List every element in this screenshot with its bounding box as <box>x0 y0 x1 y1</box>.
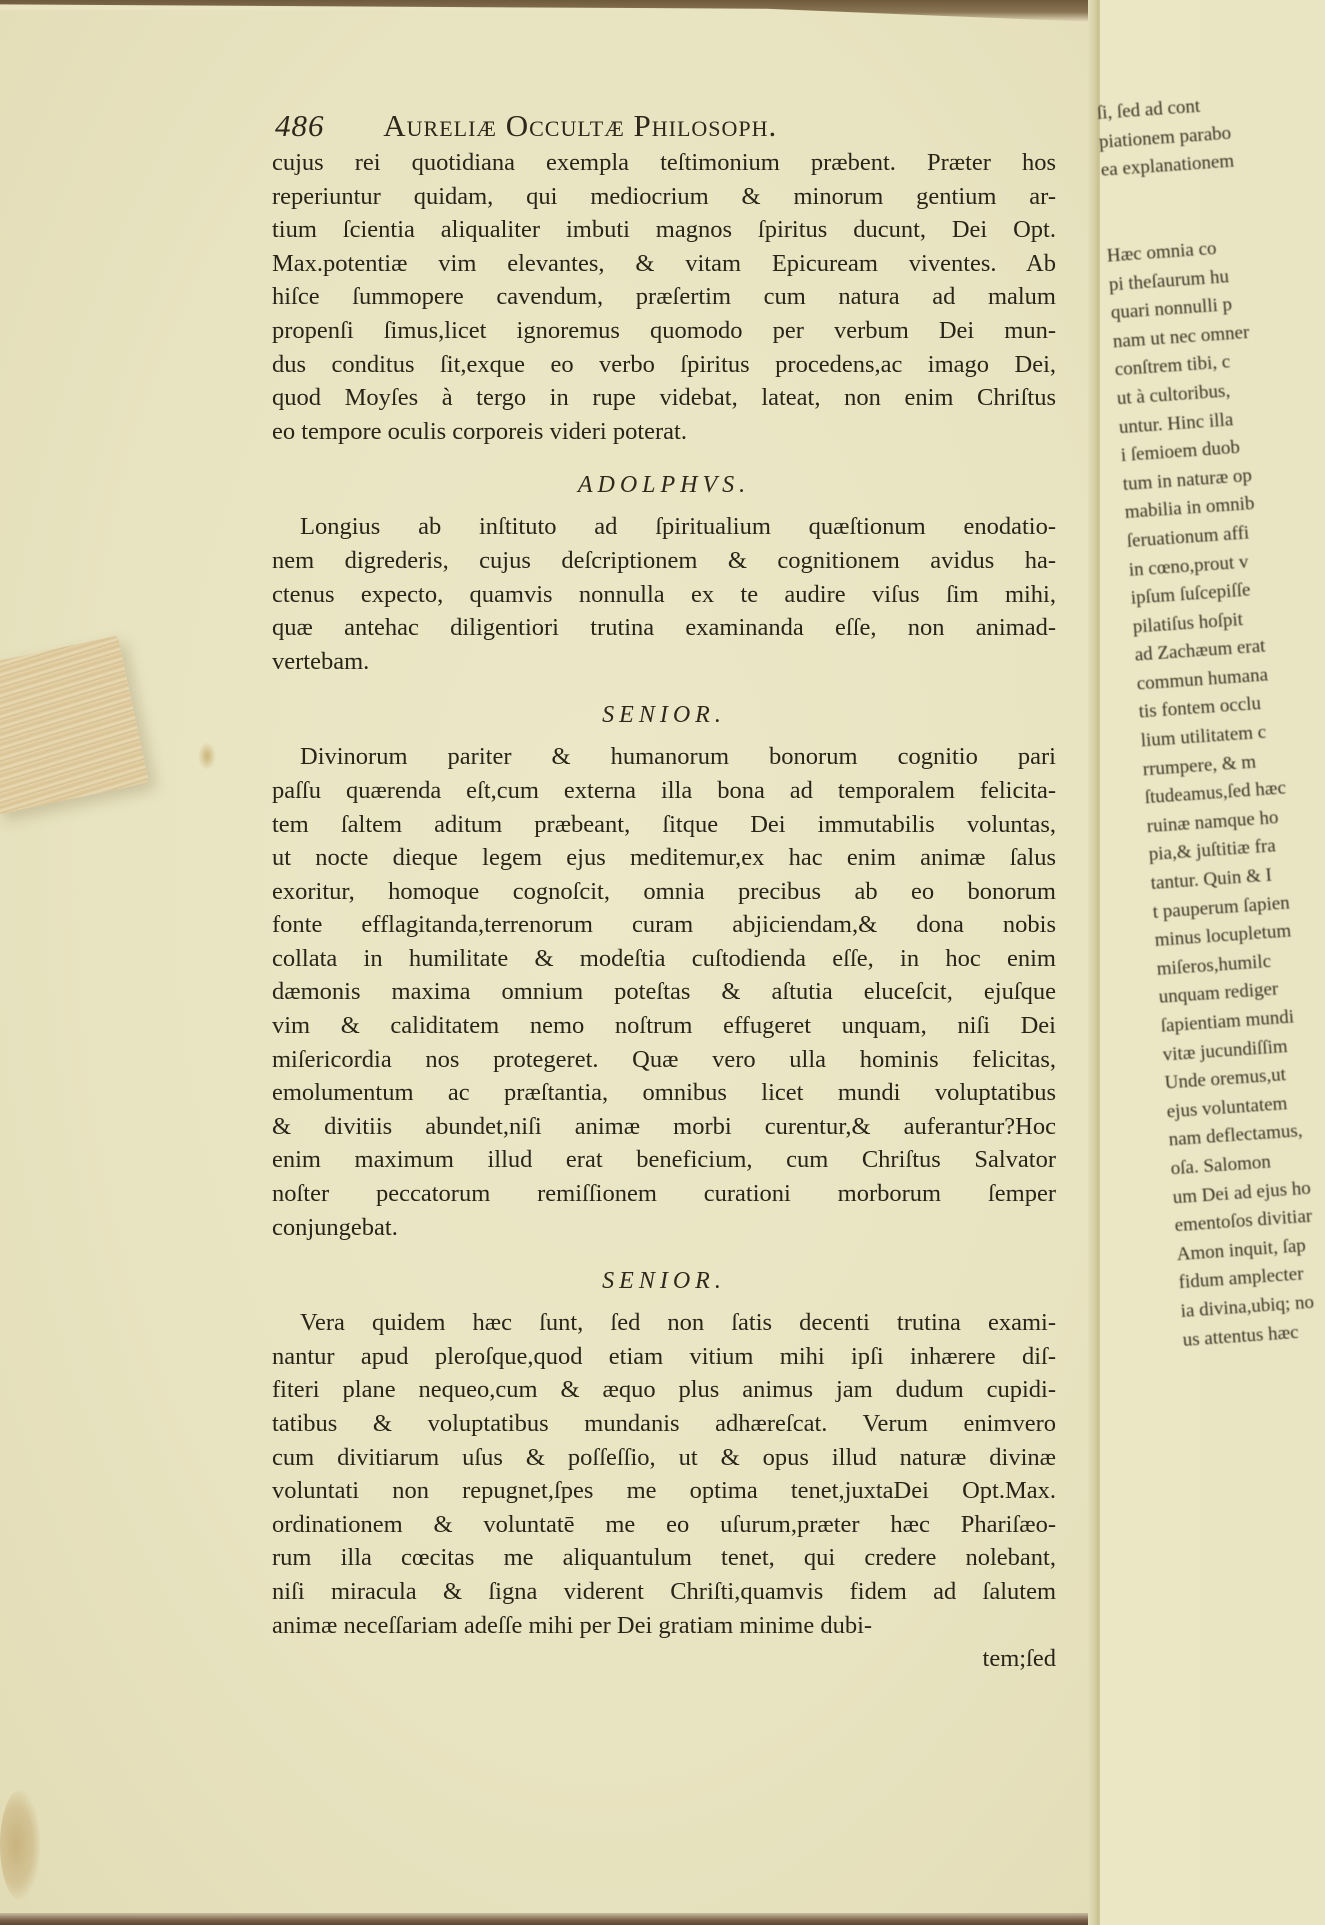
text-line: rum illa cœcitas me aliquantulum tenet, qui credere nolebant, <box>272 1544 1056 1572</box>
facing-page-line: miſeros,humilc <box>1156 950 1272 980</box>
facing-page-line: i ſemioem duob <box>1120 436 1241 467</box>
paper-spot <box>198 742 216 770</box>
body-text <box>272 146 1056 1676</box>
text-line: conjungebat. <box>272 1213 398 1241</box>
text-line: cum divitiarum uſus & poſſeſſio, ut & opus illud naturæ divinæ <box>272 1443 1056 1471</box>
facing-page-line: commun humana <box>1136 664 1269 695</box>
text-line: enim maximum illud erat beneficium, cum Chriſtus Salvator <box>272 1146 1056 1174</box>
facing-page-line: untur. Hinc illa <box>1118 408 1234 438</box>
facing-page-line: tantur. Quin & I <box>1150 864 1273 895</box>
facing-page-line: ementoſos divitiar <box>1173 1205 1313 1237</box>
text-line: vim & caliditatem nemo noſtrum effugeret unquam, niſi Dei <box>272 1012 1056 1040</box>
facing-page-text <box>1096 90 1323 1355</box>
facing-page-line: ipſum ſuſcepiſſe <box>1130 579 1252 609</box>
page-bottom-edge <box>0 1913 1095 1925</box>
text-line: Divinorum pariter & humanorum bonorum cognitio pari <box>300 743 1056 771</box>
facing-page-line: ſeruationum affi <box>1126 522 1250 552</box>
facing-page-line: ſtudeamus,ſed hæc <box>1144 777 1287 809</box>
facing-page-line: lium utilitatem c <box>1140 721 1267 752</box>
text-line: nantur apud pleroſque,quod etiam vitium mihi ipſi inhærere diſ- <box>272 1342 1056 1370</box>
speaker-heading: ADOLPHVS. <box>577 472 751 499</box>
text-line: tem ſaltem aditum præbeant, ſitque Dei immutabilis voluntas, <box>272 810 1056 838</box>
catchword: tem;ſed <box>982 1645 1056 1673</box>
text-line: noſter peccatorum remiſſionem curationi morborum ſemper <box>272 1180 1056 1208</box>
text-line: Vera quidem hæc ſunt, ſed non ſatis decenti trutina exami- <box>300 1309 1056 1337</box>
facing-page-line: ad Zachæum erat <box>1134 635 1267 666</box>
text-line: fonte efflagitanda,terrenorum curam abjiciendam,& dona nobis <box>272 911 1056 939</box>
facing-page-line: us attentus hæc <box>1181 1321 1300 1351</box>
speaker-heading: SENIOR. <box>602 702 726 729</box>
facing-page-line: quari nonnulli p <box>1110 294 1233 324</box>
text-line: tium ſcientia aliqualiter imbuti magnos ſpiritus ducunt, Dei Opt. <box>272 216 1056 244</box>
text-line: cujus rei quotidiana exempla teſtimonium præbent. Præter hos <box>272 149 1056 176</box>
facing-page-line: pilatiſus hoſpit <box>1132 608 1244 638</box>
facing-page-line: ea explanationem <box>1100 150 1235 181</box>
facing-page-line: um Dei ad ejus ho <box>1172 1177 1312 1208</box>
facing-page-line: minus locupletum <box>1154 920 1292 952</box>
text-line: exoritur, homoque cognoſcit, omnia precibus ab eo bonorum <box>272 877 1056 905</box>
text-line: vertebam. <box>272 647 370 675</box>
text-line: niſi miracula & ſigna viderent Chriſti,quamvis fidem ad ſalutem <box>272 1577 1056 1605</box>
facing-page-line: vitæ jucundiſſim <box>1162 1035 1289 1066</box>
facing-page-line: ſi, ſed ad cont <box>1096 95 1201 124</box>
facing-page-line: ruinæ namque ho <box>1146 806 1280 838</box>
text-line: tatibus & voluptatibus mundanis adhæreſcat. Verum enimvero <box>272 1410 1056 1437</box>
text-line: ctenus expecto, quamvis nonnulla ex te audire viſus ſim mihi, <box>272 580 1056 608</box>
text-line: ordinationem & voluntatē me eo uſurum,præter hæc Phariſæo- <box>272 1510 1056 1538</box>
facing-page-line: fidum amplecter <box>1177 1263 1305 1294</box>
facing-page-line: conſtrem tibi, c <box>1114 351 1231 381</box>
text-line: miſericordia nos protegeret. Quæ vero ulla hominis felicitas, <box>272 1045 1056 1073</box>
facing-page-line: ſapientiam mundi <box>1160 1006 1295 1037</box>
text-line: reperiuntur quidam, qui mediocrium & minorum gentium ar- <box>272 182 1056 210</box>
text-line: Longius ab inſtituto ad ſpiritualium quæſtionum enodatio- <box>300 513 1056 541</box>
facing-page-line: ut à cultoribus, <box>1116 380 1231 410</box>
text-line: Max.potentiæ vim elevantes, & vitam Epicuream viventes. Ab <box>272 249 1056 277</box>
text-line: eo tempore oculis corporeis videri poterat. <box>272 417 687 445</box>
text-line: dæmonis maxima omnium poteſtas & aſtutia eluceſcit, ejuſque <box>272 978 1056 1006</box>
facing-page-line: tum in naturæ op <box>1122 464 1253 495</box>
text-line: hiſce ſummopere cavendum, præſertim cum natura ad malum <box>272 283 1056 311</box>
facing-page-line: tis fontem occlu <box>1138 693 1262 723</box>
running-head <box>275 108 1075 144</box>
facing-page-line: in cœno,prout v <box>1128 551 1250 581</box>
facing-page-line: oſa. Salomon <box>1170 1151 1272 1180</box>
text-line: fiteri plane nequeo,cum & æquo plus animus jam dudum cupidi- <box>272 1376 1056 1404</box>
facing-page-line: Hæc omnia co <box>1106 237 1218 267</box>
text-line: voluntati non repugnet,ſpes me optima tenet,juxtaDei Opt.Max. <box>272 1477 1056 1505</box>
running-title: Aureliæ Occultæ Philosoph. <box>383 108 778 143</box>
text-line: & divitiis abundet,niſi animæ morbi curentur,& auferantur?Hoc <box>272 1112 1056 1140</box>
text-line: emolumentum ac præſtantia, omnibus licet mundi voluptatibus <box>272 1079 1056 1107</box>
text-line: quæ antehac diligentiori trutina examinanda eſſe, non animad- <box>272 614 1056 642</box>
facing-page-line: t pauperum ſapien <box>1152 892 1291 923</box>
text-line: collata in humilitate & modeſtia cuſtodienda eſſe, in hoc enim <box>272 944 1056 972</box>
facing-page-line: pi theſaurum hu <box>1108 265 1230 296</box>
facing-page-line: rrumpere, & m <box>1142 751 1257 780</box>
facing-page-edge <box>1096 0 1315 1925</box>
facing-page-line: unquam rediger <box>1158 978 1279 1009</box>
text-line: propenſi ſimus,licet ignoremus quomodo per verbum Dei mun- <box>272 316 1056 344</box>
text-line: paſſu quærenda eſt,cum externa illa bona ad temporalem felicita- <box>272 776 1056 804</box>
text-line: quod Moyſes à tergo in rupe videbat, lateat, non enim Chriſtus <box>272 384 1056 412</box>
facing-page-line: Amon inquit, ſap <box>1175 1234 1307 1265</box>
facing-page-line: ejus voluntatem <box>1166 1092 1289 1123</box>
facing-page-line: nam deflectamus, <box>1168 1120 1304 1151</box>
speaker-heading: SENIOR. <box>602 1268 726 1295</box>
page-number: 486 <box>275 108 325 143</box>
text-line: ut nocte dieque legem ejus meditemur,ex hac enim animæ ſalus <box>272 844 1056 872</box>
text-line: animæ neceſſariam adeſſe mihi per Dei gratiam minime dubi- <box>272 1611 873 1639</box>
text-line: dus conditus ſit,exque eo verbo ſpiritus procedens,ac imago Dei, <box>272 350 1056 378</box>
facing-page-line: Unde oremus,ut <box>1164 1064 1287 1094</box>
facing-page-line: ia divina,ubiq; no <box>1179 1291 1315 1322</box>
text-line: nem digrederis, cujus deſcriptionem & cognitionem avidus ha- <box>272 546 1056 574</box>
facing-page-line: mabilia in omnib <box>1124 493 1256 524</box>
paper-stain <box>0 1790 40 1900</box>
facing-page-line: nam ut nec omner <box>1112 321 1250 353</box>
facing-page-line: pia,& juſtitiæ fra <box>1148 835 1277 866</box>
facing-page-line: piationem parabo <box>1098 122 1232 153</box>
